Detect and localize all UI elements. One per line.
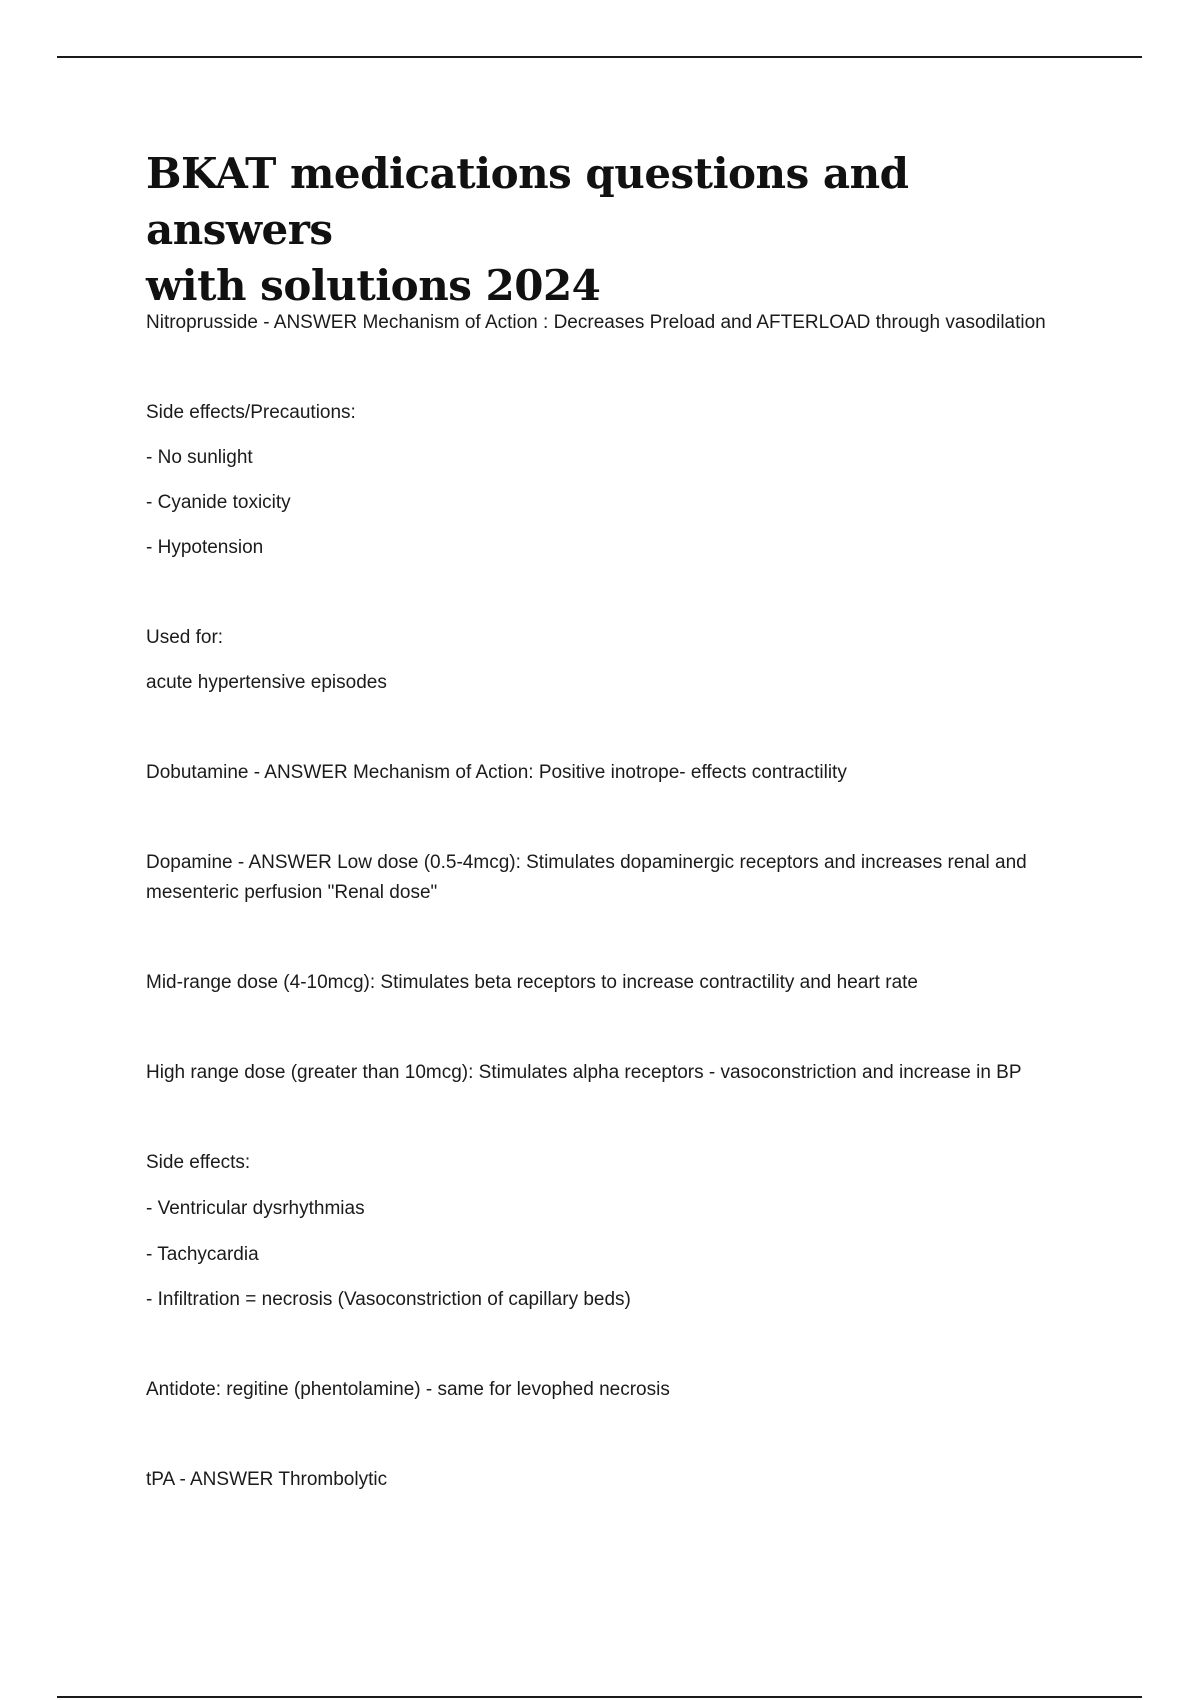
- side-effects-heading: Side effects/Precautions:: [146, 402, 356, 423]
- title-line-2: with solutions 2024: [146, 261, 601, 310]
- header-rule: [57, 56, 1142, 58]
- side-effects-heading-2: Side effects:: [146, 1152, 251, 1173]
- antidote-line: Antidote: regitine (phentolamine) - same for levophed necrosis: [146, 1379, 670, 1400]
- used-for-text: acute hypertensive episodes: [146, 672, 387, 693]
- nitroprusside-line: Nitroprusside - ANSWER Mechanism of Action : Decreases Preload and AFTERLOAD through vasodilation: [146, 312, 1046, 333]
- list-item: - Cyanide toxicity: [146, 492, 291, 513]
- document-body: [146, 308, 1106, 1495]
- list-item: - Infiltration = necrosis (Vasoconstriction of capillary beds): [146, 1289, 631, 1310]
- dopamine-line-2: mesenteric perfusion "Renal dose": [146, 882, 438, 903]
- used-for-heading: Used for:: [146, 627, 224, 648]
- high-range-dose-line: High range dose (greater than 10mcg): Stimulates alpha receptors - vasoconstriction and increase in BP: [146, 1062, 1022, 1083]
- dobutamine-line: Dobutamine - ANSWER Mechanism of Action: Positive inotrope- effects contractility: [146, 762, 847, 783]
- list-item: - Tachycardia: [146, 1244, 259, 1265]
- footer-rule: [57, 1696, 1142, 1698]
- list-item: - Ventricular dysrhythmias: [146, 1198, 365, 1219]
- list-item: - Hypotension: [146, 537, 264, 558]
- tpa-line: tPA - ANSWER Thrombolytic: [146, 1469, 388, 1490]
- dopamine-line-1: Dopamine - ANSWER Low dose (0.5-4mcg): Stimulates dopaminergic receptors and increases renal and: [146, 852, 1027, 873]
- document-title: [146, 146, 1106, 314]
- mid-range-dose-line: Mid-range dose (4-10mcg): Stimulates beta receptors to increase contractility and heart rate: [146, 972, 918, 993]
- document-content: [146, 146, 1106, 1495]
- title-line-1: BKAT medications questions and answers: [146, 149, 909, 254]
- list-item: - No sunlight: [146, 447, 253, 468]
